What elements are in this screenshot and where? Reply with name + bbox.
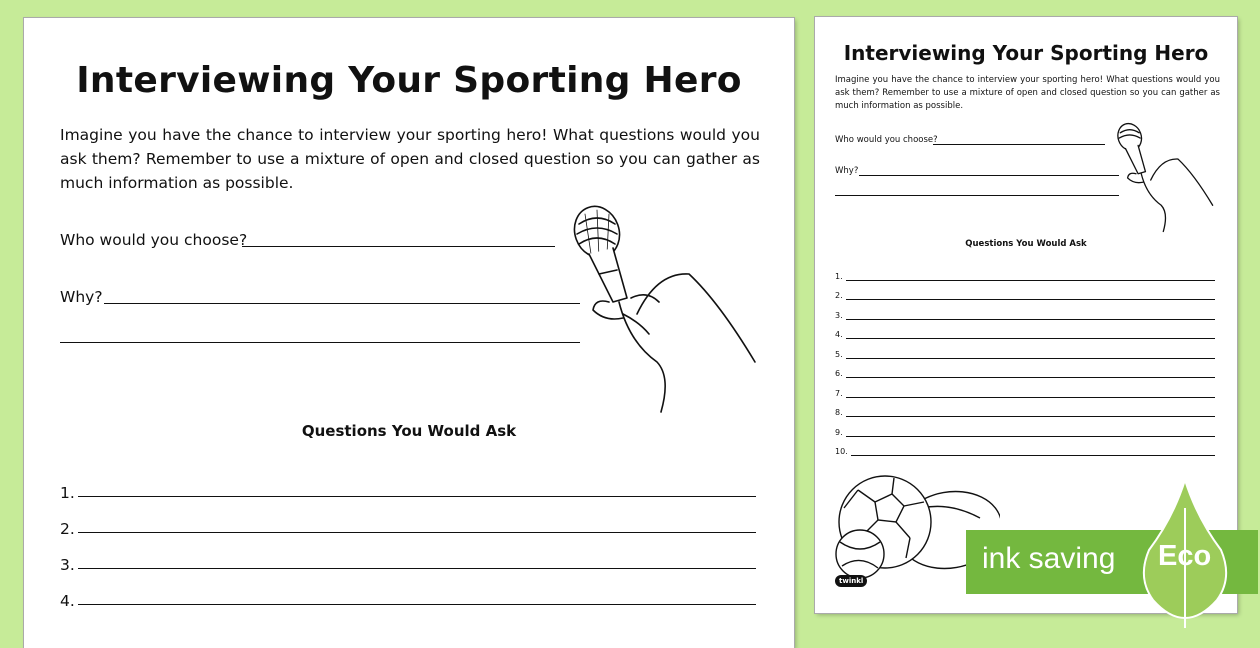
preview-question-line[interactable] xyxy=(846,358,1215,359)
preview-question-number: 5. xyxy=(835,350,843,359)
who-answer-line[interactable] xyxy=(242,246,555,247)
preview-who-line[interactable] xyxy=(933,144,1105,145)
who-label: Who would you choose? xyxy=(60,231,248,249)
question-answer-line[interactable] xyxy=(78,532,756,533)
preview-microphone-icon xyxy=(1115,119,1220,239)
preview-why-label: Why? xyxy=(835,166,859,176)
preview-question-line[interactable] xyxy=(846,299,1215,300)
questions-heading: Questions You Would Ask xyxy=(301,422,517,440)
preview-question-line[interactable] xyxy=(846,319,1215,320)
question-answer-line[interactable] xyxy=(78,604,756,605)
worksheet-page-zoomed xyxy=(24,18,794,648)
worksheet-intro: Imagine you have the chance to interview your sporting hero! What questions would you ask them? Remember to use a mixture of open and closed question so you can gather as much information as possible. xyxy=(60,126,760,192)
worksheet-title: Interviewing Your Sporting Hero xyxy=(76,60,742,101)
preview-question-number: 9. xyxy=(835,428,843,437)
preview-question-number: 6. xyxy=(835,369,843,378)
preview-question-line[interactable] xyxy=(846,416,1215,417)
twinkl-logo: twinkl xyxy=(835,575,867,587)
preview-question-number: 2. xyxy=(835,291,843,300)
preview-why-line[interactable] xyxy=(859,175,1119,176)
question-number: 3. xyxy=(60,556,75,574)
preview-question-line[interactable] xyxy=(846,436,1215,437)
preview-question-line[interactable] xyxy=(846,377,1215,378)
preview-question-number: 1. xyxy=(835,272,843,281)
preview-question-line[interactable] xyxy=(851,455,1215,456)
why-label: Why? xyxy=(60,288,103,306)
preview-intro: Imagine you have the chance to interview your sporting hero! What questions would you ask them? Remember to use a mixture of open and closed question so you can gather as much information as possible. xyxy=(835,75,1220,111)
why-answer-line[interactable] xyxy=(104,303,580,304)
preview-question-number: 4. xyxy=(835,330,843,339)
microphone-icon xyxy=(569,202,769,422)
ink-saving-label: ink saving xyxy=(982,542,1116,575)
preview-question-line[interactable] xyxy=(846,338,1215,339)
eco-label: Eco xyxy=(1158,540,1212,572)
question-answer-line[interactable] xyxy=(78,568,756,569)
preview-question-number: 3. xyxy=(835,311,843,320)
question-number: 1. xyxy=(60,484,75,502)
question-answer-line[interactable] xyxy=(78,496,756,497)
preview-who-label: Who would you choose? xyxy=(835,135,938,145)
preview-question-number: 10. xyxy=(835,447,848,456)
preview-question-line[interactable] xyxy=(846,280,1215,281)
preview-title: Interviewing Your Sporting Hero xyxy=(843,41,1209,65)
preview-questions-heading: Questions You Would Ask xyxy=(965,239,1087,249)
preview-why-line-2[interactable] xyxy=(835,195,1119,196)
preview-question-number: 7. xyxy=(835,389,843,398)
question-number: 2. xyxy=(60,520,75,538)
preview-question-line[interactable] xyxy=(846,397,1215,398)
question-number: 4. xyxy=(60,592,75,610)
preview-question-number: 8. xyxy=(835,408,843,417)
why-answer-line-2[interactable] xyxy=(60,342,580,343)
